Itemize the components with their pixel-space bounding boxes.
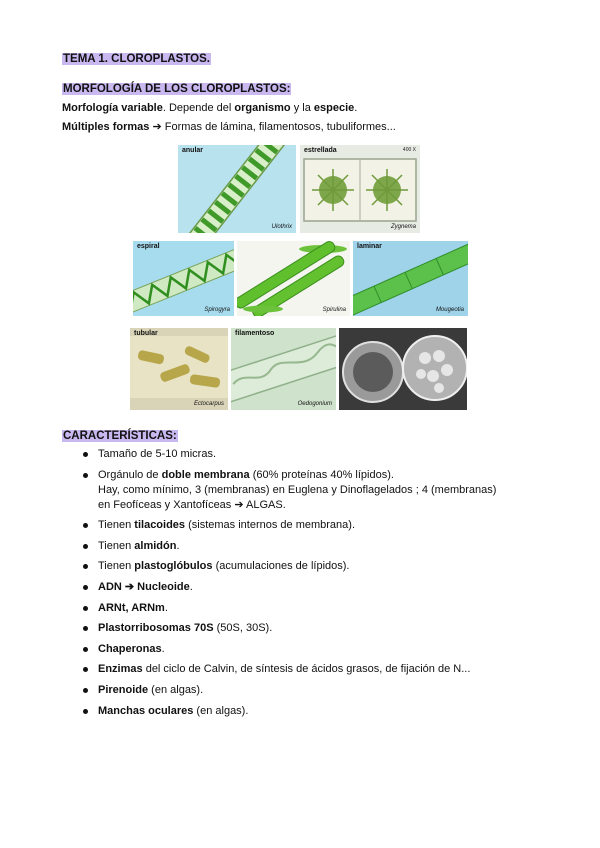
list-item xyxy=(62,642,542,657)
bold-text: Múltiples formas xyxy=(62,121,150,133)
list-item xyxy=(62,683,542,698)
image-micrografia-electronica xyxy=(339,328,467,410)
list-item xyxy=(62,518,542,533)
image-label: filamentoso xyxy=(235,330,275,337)
text: (sistemas internos de membrana). xyxy=(185,519,355,532)
list-item xyxy=(62,468,542,513)
image-spirulina xyxy=(237,241,350,316)
image-tubular xyxy=(130,328,228,410)
species-label: Ulothrix xyxy=(271,224,292,230)
text: Orgánulo de xyxy=(98,468,162,481)
list-item xyxy=(62,539,542,554)
bold-text: Enzimas xyxy=(98,663,143,676)
page-title: TEMA 1. CLOROPLASTOS. xyxy=(63,53,210,65)
section-heading-morfologia: MORFOLOGÍA DE LOS CLOROPLASTOS: xyxy=(63,83,291,95)
image-laminar xyxy=(353,241,468,316)
text: Hay, como mínimo, 3 (membranas) en Euglena y Dinoflagelados ; 4 (membranas) xyxy=(98,483,497,496)
text: (50S, 30S). xyxy=(213,622,273,635)
scale-label: 400 X xyxy=(402,147,416,153)
text: (60% proteínas 40% lípidos). xyxy=(249,468,394,481)
text: . xyxy=(164,601,168,614)
image-label: anular xyxy=(182,147,204,154)
section-heading-caracteristicas: CARACTERÍSTICAS: xyxy=(63,430,177,442)
text: . xyxy=(189,580,193,593)
text: (acumulaciones de lípidos). xyxy=(212,560,350,573)
text: del ciclo de Calvin, de síntesis de ácidos grasos, de fijación de N... xyxy=(142,663,471,676)
bold-text: Pirenoide xyxy=(98,683,149,696)
list-item xyxy=(62,704,542,719)
bold-text: Plastorribosomas 70S xyxy=(98,622,214,635)
bold-text: Morfología variable xyxy=(62,102,163,114)
morfologia-line-1 xyxy=(62,102,357,114)
image-anular xyxy=(178,145,296,233)
image-espiral xyxy=(133,241,234,316)
bold-text: doble membrana xyxy=(161,468,250,481)
text: en Feofíceas y Xantofíceas ➔ ALGAS. xyxy=(98,498,286,511)
caracteristicas-list xyxy=(62,447,542,724)
text: Tamaño de 5-10 micras. xyxy=(98,448,216,460)
list-item xyxy=(62,447,542,462)
image-estrellada xyxy=(300,145,420,233)
text: ➔ Formas de lámina, filamentosos, tubuliformes... xyxy=(149,121,396,133)
species-label: Mougeotia xyxy=(435,307,464,313)
bold-text: ADN ➔ Nucleoide xyxy=(98,580,190,593)
species-label: Zygnema xyxy=(390,224,416,230)
text: . xyxy=(161,642,165,655)
bold-text: Manchas oculares xyxy=(98,704,194,717)
list-item xyxy=(62,621,542,636)
bold-text: plastoglóbulos xyxy=(134,560,213,573)
bold-text: ARNt, ARNm xyxy=(98,601,165,614)
list-item xyxy=(62,559,542,574)
bold-text: almidón xyxy=(134,539,177,552)
text: . xyxy=(354,102,358,114)
text: (en algas). xyxy=(148,683,204,696)
species-label: Spirulina xyxy=(322,307,346,313)
image-label: laminar xyxy=(357,243,382,250)
text: Tienen xyxy=(98,560,135,573)
image-label: tubular xyxy=(134,330,158,337)
text: (en algas). xyxy=(193,704,249,717)
bold-text: especie xyxy=(313,102,355,114)
text: Tienen xyxy=(98,519,135,532)
bold-text: organismo xyxy=(234,102,291,114)
list-item xyxy=(62,662,542,677)
image-label: estrellada xyxy=(304,147,337,154)
list-item xyxy=(62,580,542,595)
morfologia-line-2 xyxy=(62,120,396,133)
text: . xyxy=(176,539,180,552)
bold-text: Chaperonas xyxy=(98,642,162,655)
image-label: espiral xyxy=(137,243,160,250)
text: Tienen xyxy=(98,539,135,552)
text: y la xyxy=(290,102,314,114)
species-label: Spirogyra xyxy=(204,307,230,313)
text: . Depende del xyxy=(162,102,235,114)
list-item xyxy=(62,601,542,616)
species-label: Ectocarpus xyxy=(193,401,224,407)
bold-text: tilacoides xyxy=(134,519,186,532)
image-filamentoso xyxy=(231,328,336,410)
species-label: Oedogonium xyxy=(297,401,332,407)
